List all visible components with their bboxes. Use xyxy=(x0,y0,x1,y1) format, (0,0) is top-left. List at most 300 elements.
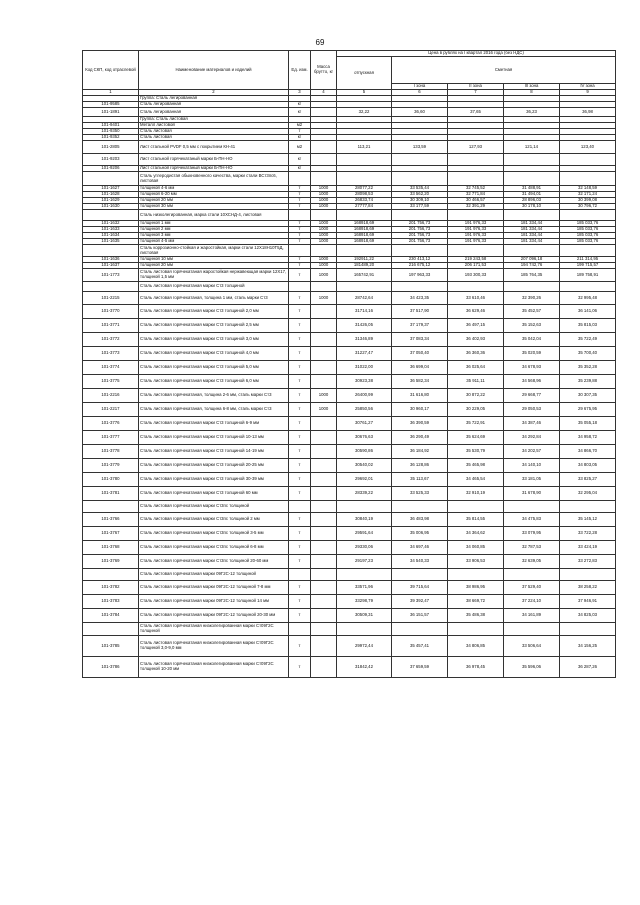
cell-price-zone-1: 201 756,73 xyxy=(392,239,448,245)
cell-mass xyxy=(311,541,337,555)
header-code: Код СКП, код отраслевой xyxy=(83,51,139,90)
cell-mass: 1000 xyxy=(311,263,337,269)
cell-mass xyxy=(311,487,337,501)
cell-unit: т xyxy=(289,459,311,473)
cell-mass: 1000 xyxy=(311,186,337,192)
cell-unit: т xyxy=(289,555,311,569)
cell-price-zone-1: 216 675,12 xyxy=(392,263,448,269)
cell-price-zone-4 xyxy=(560,154,616,166)
cell-mass xyxy=(311,305,337,319)
cell-name: Сталь листовая xyxy=(139,135,289,141)
cell-code: 101-2217 xyxy=(83,403,139,417)
cell-price-zone-1 xyxy=(392,623,448,636)
cell-code: 101-1632 xyxy=(83,221,139,227)
cell-price-zone-2 xyxy=(448,154,504,166)
cell-price-zone-3: 31 494,01 xyxy=(504,192,560,198)
column-index: 9 xyxy=(560,90,616,96)
table-row xyxy=(83,305,616,319)
cell-name: Сталь листовая горячекатаная марки Ст3пс толщиной xyxy=(139,501,289,513)
cell-price-otpusknaya: 113,21 xyxy=(337,141,392,154)
cell-price-zone-4: 35 055,18 xyxy=(560,417,616,431)
column-index: 1 xyxy=(83,90,139,96)
table-row xyxy=(83,154,616,166)
cell-price-otpusknaya: 32,22 xyxy=(337,108,392,117)
cell-price-zone-2: 33 610,46 xyxy=(448,292,504,305)
cell-unit: т xyxy=(289,527,311,541)
cell-price-zone-3: 33 181,05 xyxy=(504,473,560,487)
cell-unit: т xyxy=(289,186,311,192)
cell-price-zone-2: 35 624,69 xyxy=(448,431,504,445)
cell-price-zone-3: 33 079,95 xyxy=(504,527,560,541)
cell-unit: м2 xyxy=(289,141,311,154)
cell-unit xyxy=(289,501,311,513)
cell-price-zone-1: 36 128,86 xyxy=(392,459,448,473)
cell-unit: т xyxy=(289,541,311,555)
cell-name: Сталь листовая горячекатаная марки Ст3 толщиной 60 мм xyxy=(139,487,289,501)
cell-price-zone-2: 38 986,95 xyxy=(448,581,504,595)
cell-price-otpusknaya: 28339,22 xyxy=(337,487,392,501)
cell-price-zone-4: 29 675,95 xyxy=(560,403,616,417)
cell-mass xyxy=(311,245,337,257)
price-table xyxy=(82,50,616,678)
cell-code: 101-9352 xyxy=(83,135,139,141)
cell-price-otpusknaya xyxy=(337,623,392,636)
page-number: 69 xyxy=(315,38,325,47)
cell-unit: т xyxy=(289,431,311,445)
cell-price-zone-2 xyxy=(448,623,504,636)
table-row xyxy=(83,555,616,569)
cell-price-zone-4: 33 825,27 xyxy=(560,473,616,487)
cell-price-zone-1: 30 960,17 xyxy=(392,403,448,417)
cell-price-otpusknaya: 31227,47 xyxy=(337,347,392,361)
cell-price-otpusknaya: 33298,79 xyxy=(337,595,392,609)
cell-mass: 1000 xyxy=(311,292,337,305)
table-row xyxy=(83,527,616,541)
cell-name: толщиной 6-20 мм xyxy=(139,192,289,198)
cell-mass xyxy=(311,501,337,513)
table-row xyxy=(83,541,616,555)
cell-name: Сталь листовая горячекатаная, толщина 6-8 мм, сталь марки Ст3 xyxy=(139,403,289,417)
cell-mass xyxy=(311,154,337,166)
cell-price-zone-2: 219 243,58 xyxy=(448,257,504,263)
cell-price-zone-4: 34 803,05 xyxy=(560,459,616,473)
cell-price-zone-1: 36 483,98 xyxy=(392,513,448,527)
cell-unit: т xyxy=(289,609,311,623)
cell-name: Сталь легированная xyxy=(139,108,289,117)
cell-unit: т xyxy=(289,417,311,431)
cell-price-zone-2: 34 465,54 xyxy=(448,473,504,487)
cell-price-zone-3 xyxy=(504,154,560,166)
table-row xyxy=(83,292,616,305)
cell-code: 101-3766 xyxy=(83,513,139,527)
cell-unit: т xyxy=(289,192,311,198)
cell-price-zone-4: 35 352,28 xyxy=(560,361,616,375)
cell-name: Сталь листовая горячекатаная марки Ст3 толщиной 6-9 мм xyxy=(139,417,289,431)
cell-price-zone-2: 35 814,55 xyxy=(448,513,504,527)
cell-price-zone-3: 34 475,83 xyxy=(504,513,560,527)
cell-price-zone-2 xyxy=(448,282,504,292)
cell-code: 101-1630 xyxy=(83,204,139,210)
cell-price-zone-4: 211 314,95 xyxy=(560,257,616,263)
cell-mass: 1000 xyxy=(311,389,337,403)
cell-name: Сталь листовая горячекатаная марки Ст3 толщиной 30-39 мм xyxy=(139,473,289,487)
cell-price-otpusknaya: 30509,31 xyxy=(337,609,392,623)
cell-name: Лист стальной горячекатаный марки Б-ПН-НО xyxy=(139,154,289,166)
cell-code xyxy=(83,501,139,513)
cell-price-zone-2: 32 910,19 xyxy=(448,487,504,501)
cell-price-zone-1: 197 963,33 xyxy=(392,269,448,282)
cell-price-otpusknaya: 165742,91 xyxy=(337,269,392,282)
cell-mass xyxy=(311,319,337,333)
cell-code xyxy=(83,623,139,636)
cell-price-zone-2: 36 402,93 xyxy=(448,333,504,347)
cell-price-zone-2 xyxy=(448,569,504,581)
cell-code: 101-3781 xyxy=(83,487,139,501)
cell-price-zone-4: 35 722,49 xyxy=(560,333,616,347)
cell-price-zone-4 xyxy=(560,623,616,636)
cell-unit xyxy=(289,623,311,636)
cell-mass xyxy=(311,657,337,678)
cell-code: 101-3783 xyxy=(83,595,139,609)
cell-price-zone-2: 191 976,33 xyxy=(448,233,504,239)
cell-name: Сталь листовая горячекатаная марки Ст3пс толщиной 3-5 мм xyxy=(139,527,289,541)
cell-price-zone-2: 34 806,85 xyxy=(448,636,504,657)
table-row xyxy=(83,445,616,459)
cell-price-zone-1: 35 457,41 xyxy=(392,636,448,657)
cell-price-zone-2: 36 025,64 xyxy=(448,361,504,375)
cell-code: 101-9585 xyxy=(83,102,139,108)
cell-mass xyxy=(311,347,337,361)
cell-price-zone-4: 37 946,91 xyxy=(560,595,616,609)
cell-price-otpusknaya xyxy=(337,210,392,221)
cell-price-otpusknaya: 27777,84 xyxy=(337,204,392,210)
cell-name: Сталь листовая горячекатаная низколегированная марки Ст09Г2С толщиной 3,0-9,0 мм xyxy=(139,636,289,657)
table-row xyxy=(83,569,616,581)
cell-unit: м2 xyxy=(289,123,311,129)
cell-name: толщиной 2 мм xyxy=(139,227,289,233)
cell-price-zone-4: 185 033,76 xyxy=(560,227,616,233)
cell-price-zone-2: 34 364,62 xyxy=(448,527,504,541)
cell-mass: 1000 xyxy=(311,227,337,233)
cell-price-zone-1: 30 309,10 xyxy=(392,198,448,204)
cell-price-zone-3: 29 050,53 xyxy=(504,403,560,417)
cell-code: 101-3770 xyxy=(83,305,139,319)
cell-price-zone-2: 36 978,45 xyxy=(448,657,504,678)
cell-mass: 1000 xyxy=(311,192,337,198)
cell-price-zone-1 xyxy=(392,282,448,292)
cell-price-zone-1: 37 083,34 xyxy=(392,333,448,347)
cell-price-zone-3: 28 896,03 xyxy=(504,198,560,204)
cell-unit: т xyxy=(289,269,311,282)
cell-mass: 1000 xyxy=(311,269,337,282)
cell-code: 101-3782 xyxy=(83,581,139,595)
cell-price-otpusknaya: 30676,63 xyxy=(337,431,392,445)
table-row xyxy=(83,319,616,333)
table-row xyxy=(83,581,616,595)
cell-price-zone-3: 31 488,91 xyxy=(504,186,560,192)
cell-price-zone-4: 30 796,72 xyxy=(560,204,616,210)
column-index: 8 xyxy=(504,90,560,96)
cell-name: Сталь листовая горячекатаная марки Ст3 толщиной 2,5 мм xyxy=(139,319,289,333)
cell-price-zone-1: 133,59 xyxy=(392,141,448,154)
cell-price-zone-1: 33 535,44 xyxy=(392,186,448,192)
cell-price-zone-1: 37 659,59 xyxy=(392,657,448,678)
cell-price-zone-3: 37 224,10 xyxy=(504,595,560,609)
header-unit: Ед. изм. xyxy=(289,51,311,90)
cell-code: 101-1628 xyxy=(83,192,139,198)
cell-name: Сталь листовая горячекатаная, толщина 2-6 мм, сталь марки Ст3 xyxy=(139,389,289,403)
cell-price-zone-4: 34 825,03 xyxy=(560,609,616,623)
cell-price-zone-4: 199 715,57 xyxy=(560,263,616,269)
cell-price-zone-2: 35 530,79 xyxy=(448,445,504,459)
cell-price-otpusknaya xyxy=(337,501,392,513)
cell-price-zone-2: 35 911,11 xyxy=(448,375,504,389)
cell-price-otpusknaya: 168918,69 xyxy=(337,233,392,239)
cell-unit xyxy=(289,210,311,221)
cell-unit: т xyxy=(289,389,311,403)
cell-price-zone-4: 34 156,25 xyxy=(560,636,616,657)
cell-price-zone-3: 34 568,96 xyxy=(504,375,560,389)
cell-price-otpusknaya xyxy=(337,245,392,257)
cell-price-zone-3: 35 596,06 xyxy=(504,657,560,678)
cell-name: Сталь листовая горячекатаная марки Ст3 толщиной 6,0 мм xyxy=(139,375,289,389)
cell-price-zone-3: 33 506,64 xyxy=(504,636,560,657)
cell-code: 101-2215 xyxy=(83,292,139,305)
cell-name: Сталь листовая горячекатаная низколегированная марки Ст09Г2С толщиной 10-20 мм xyxy=(139,657,289,678)
cell-price-zone-3: 181 334,44 xyxy=(504,221,560,227)
cell-price-zone-3: 34 140,10 xyxy=(504,459,560,473)
cell-code: 101-3786 xyxy=(83,657,139,678)
cell-price-zone-3: 34 292,84 xyxy=(504,431,560,445)
cell-price-zone-1: 34 697,46 xyxy=(392,541,448,555)
cell-price-otpusknaya: 31426,05 xyxy=(337,319,392,333)
cell-price-zone-4 xyxy=(560,210,616,221)
cell-name: толщиной 30 мм xyxy=(139,204,289,210)
cell-price-zone-1: 39 715,64 xyxy=(392,581,448,595)
cell-price-otpusknaya: 181489,20 xyxy=(337,263,392,269)
cell-price-zone-1: 34 423,35 xyxy=(392,292,448,305)
cell-price-zone-3: 34 387,46 xyxy=(504,417,560,431)
cell-name: Группа: Сталь легированная xyxy=(139,96,289,102)
cell-unit: т xyxy=(289,233,311,239)
cell-price-otpusknaya: 29330,06 xyxy=(337,541,392,555)
cell-name: толщиной 4-6 мм xyxy=(139,186,289,192)
cell-price-zone-1: 36,60 xyxy=(392,108,448,117)
cell-mass xyxy=(311,569,337,581)
cell-price-zone-2: 32 391,29 xyxy=(448,204,504,210)
cell-code: 101-9206 xyxy=(83,166,139,172)
cell-code: 101-3767 xyxy=(83,527,139,541)
cell-name: Лист стальной горячекатаный марки Б-ПН-НО xyxy=(139,166,289,172)
cell-name: толщиной 20 мм xyxy=(139,263,289,269)
cell-code: 101-3775 xyxy=(83,375,139,389)
cell-price-otpusknaya xyxy=(337,172,392,186)
cell-mass: 1000 xyxy=(311,204,337,210)
cell-code: 101-3780 xyxy=(83,473,139,487)
table-row xyxy=(83,459,616,473)
cell-price-zone-4: 35 239,88 xyxy=(560,375,616,389)
cell-code: 101-2216 xyxy=(83,389,139,403)
cell-code: 101-3774 xyxy=(83,361,139,375)
cell-name: толщиной 3 мм xyxy=(139,233,289,239)
cell-code: 101-9401 xyxy=(83,123,139,129)
cell-price-zone-4: 33 424,19 xyxy=(560,541,616,555)
cell-name: Сталь листовая горячекатаная марки Ст3 толщиной 4,0 мм xyxy=(139,347,289,361)
cell-price-zone-4: 30 307,35 xyxy=(560,389,616,403)
cell-price-zone-4: 34 958,72 xyxy=(560,431,616,445)
table-row xyxy=(83,389,616,403)
cell-price-zone-3 xyxy=(504,172,560,186)
cell-price-otpusknaya: 30540,02 xyxy=(337,459,392,473)
cell-price-zone-3 xyxy=(504,501,560,513)
table-row xyxy=(83,513,616,527)
cell-unit: кг xyxy=(289,108,311,117)
cell-code: 101-3771 xyxy=(83,319,139,333)
cell-price-zone-1: 33 525,33 xyxy=(392,487,448,501)
cell-unit xyxy=(289,569,311,581)
cell-unit xyxy=(289,172,311,186)
cell-price-zone-1: 35 006,95 xyxy=(392,527,448,541)
cell-price-zone-2: 35 465,98 xyxy=(448,459,504,473)
cell-price-zone-4: 32 995,48 xyxy=(560,292,616,305)
cell-price-zone-4 xyxy=(560,501,616,513)
cell-price-otpusknaya: 29197,23 xyxy=(337,555,392,569)
cell-code: 101-1773 xyxy=(83,269,139,282)
cell-mass xyxy=(311,172,337,186)
cell-price-zone-4: 36 287,26 xyxy=(560,657,616,678)
cell-code: 101-9203 xyxy=(83,154,139,166)
cell-price-zone-2: 34 060,85 xyxy=(448,541,504,555)
header-price-group: Цена в рублях на I квартал 2016 года (без НДС) xyxy=(337,51,616,57)
header-zone-2: II зона xyxy=(448,84,504,90)
column-index: 3 xyxy=(289,90,311,96)
cell-unit: т xyxy=(289,581,311,595)
cell-price-otpusknaya xyxy=(337,569,392,581)
cell-price-zone-4: 35 145,12 xyxy=(560,513,616,527)
cell-unit: кг xyxy=(289,166,311,172)
cell-code: 101-1627 xyxy=(83,186,139,192)
cell-price-zone-4: 30 399,08 xyxy=(560,198,616,204)
cell-price-zone-2: 127,93 xyxy=(448,141,504,154)
cell-code: 101-3769 xyxy=(83,555,139,569)
cell-price-zone-3: 32 639,05 xyxy=(504,555,560,569)
header-smetnaya: Сметная xyxy=(392,56,616,83)
cell-mass xyxy=(311,210,337,221)
cell-price-zone-3 xyxy=(504,245,560,257)
cell-mass xyxy=(311,108,337,117)
cell-mass xyxy=(311,459,337,473)
cell-price-zone-4 xyxy=(560,569,616,581)
cell-unit: кг xyxy=(289,154,311,166)
cell-mass xyxy=(311,636,337,657)
cell-unit: т xyxy=(289,204,311,210)
cell-mass xyxy=(311,595,337,609)
cell-price-zone-2: 35 486,38 xyxy=(448,609,504,623)
cell-code: 101-3777 xyxy=(83,431,139,445)
cell-unit: т xyxy=(289,487,311,501)
cell-price-zone-3: 185 764,35 xyxy=(504,269,560,282)
cell-price-zone-4 xyxy=(560,172,616,186)
cell-price-zone-2: 33 906,53 xyxy=(448,555,504,569)
cell-name: Сталь листовая горячекатаная марки Ст3пс толщиной 20-60 мм xyxy=(139,555,289,569)
cell-unit: т xyxy=(289,333,311,347)
table-row xyxy=(83,403,616,417)
cell-mass xyxy=(311,513,337,527)
cell-price-otpusknaya: 26833,74 xyxy=(337,198,392,204)
table-row xyxy=(83,623,616,636)
cell-price-zone-2: 30 466,57 xyxy=(448,198,504,204)
cell-price-otpusknaya: 30923,38 xyxy=(337,375,392,389)
cell-price-zone-4: 185 033,76 xyxy=(560,233,616,239)
cell-price-zone-1: 201 756,73 xyxy=(392,221,448,227)
cell-name: толщиной 4-5 мм xyxy=(139,239,289,245)
cell-price-otpusknaya: 28077,22 xyxy=(337,186,392,192)
cell-price-zone-4: 34 866,70 xyxy=(560,445,616,459)
cell-name: Сталь листовая горячекатаная марки Ст3 толщиной 3,0 мм xyxy=(139,333,289,347)
table-row xyxy=(83,282,616,292)
cell-price-zone-3: 181 334,44 xyxy=(504,227,560,233)
cell-code xyxy=(83,245,139,257)
cell-name: Сталь листовая горячекатаная низколегированная марки Ст09Г2С толщиной xyxy=(139,623,289,636)
cell-price-zone-1: 36 184,92 xyxy=(392,445,448,459)
cell-unit: т xyxy=(289,198,311,204)
cell-code: 101-3772 xyxy=(83,333,139,347)
cell-name: Сталь коррозионно-стойкая и жаростойкая, марки стали 12Х18Н10Т5Д, листовая xyxy=(139,245,289,257)
cell-price-zone-2: 36 629,46 xyxy=(448,305,504,319)
cell-unit: т xyxy=(289,445,311,459)
table-row xyxy=(83,657,616,678)
cell-mass: 1000 xyxy=(311,233,337,239)
cell-price-zone-1: 36 390,59 xyxy=(392,417,448,431)
cell-unit: т xyxy=(289,403,311,417)
cell-price-zone-4: 32 148,59 xyxy=(560,186,616,192)
table-row xyxy=(83,501,616,513)
table-row xyxy=(83,609,616,623)
cell-price-zone-3: 194 742,76 xyxy=(504,263,560,269)
cell-price-zone-3: 32 787,53 xyxy=(504,541,560,555)
cell-name: Сталь легированная xyxy=(139,102,289,108)
cell-name: Сталь углеродистая обыкновенного качества, марки стали ВСт3пс6, листовая xyxy=(139,172,289,186)
cell-price-zone-4: 189 758,91 xyxy=(560,269,616,282)
cell-unit: т xyxy=(289,305,311,319)
cell-price-zone-2: 38 669,72 xyxy=(448,595,504,609)
cell-unit: т xyxy=(289,257,311,263)
cell-price-zone-4: 32 295,04 xyxy=(560,487,616,501)
table-header xyxy=(83,51,616,96)
cell-price-zone-2 xyxy=(448,172,504,186)
cell-price-zone-4: 36 141,06 xyxy=(560,305,616,319)
column-index: 7 xyxy=(448,90,504,96)
cell-mass: 1000 xyxy=(311,257,337,263)
cell-price-zone-2: 35 722,91 xyxy=(448,417,504,431)
cell-unit: кг xyxy=(289,102,311,108)
cell-unit: т xyxy=(289,239,311,245)
cell-price-zone-4 xyxy=(560,282,616,292)
cell-price-zone-2: 37,65 xyxy=(448,108,504,117)
cell-mass xyxy=(311,609,337,623)
table-row xyxy=(83,417,616,431)
cell-name: Сталь листовая горячекатаная марки 09Г2С-12 толщиной xyxy=(139,569,289,581)
cell-price-zone-1 xyxy=(392,154,448,166)
table-row xyxy=(83,473,616,487)
cell-price-otpusknaya: 33571,96 xyxy=(337,581,392,595)
cell-mass: 1000 xyxy=(311,403,337,417)
cell-unit: т xyxy=(289,221,311,227)
cell-price-zone-1: 33 562,20 xyxy=(392,192,448,198)
cell-price-otpusknaya: 31346,89 xyxy=(337,333,392,347)
cell-price-otpusknaya: 30761,27 xyxy=(337,417,392,431)
table-row xyxy=(83,375,616,389)
